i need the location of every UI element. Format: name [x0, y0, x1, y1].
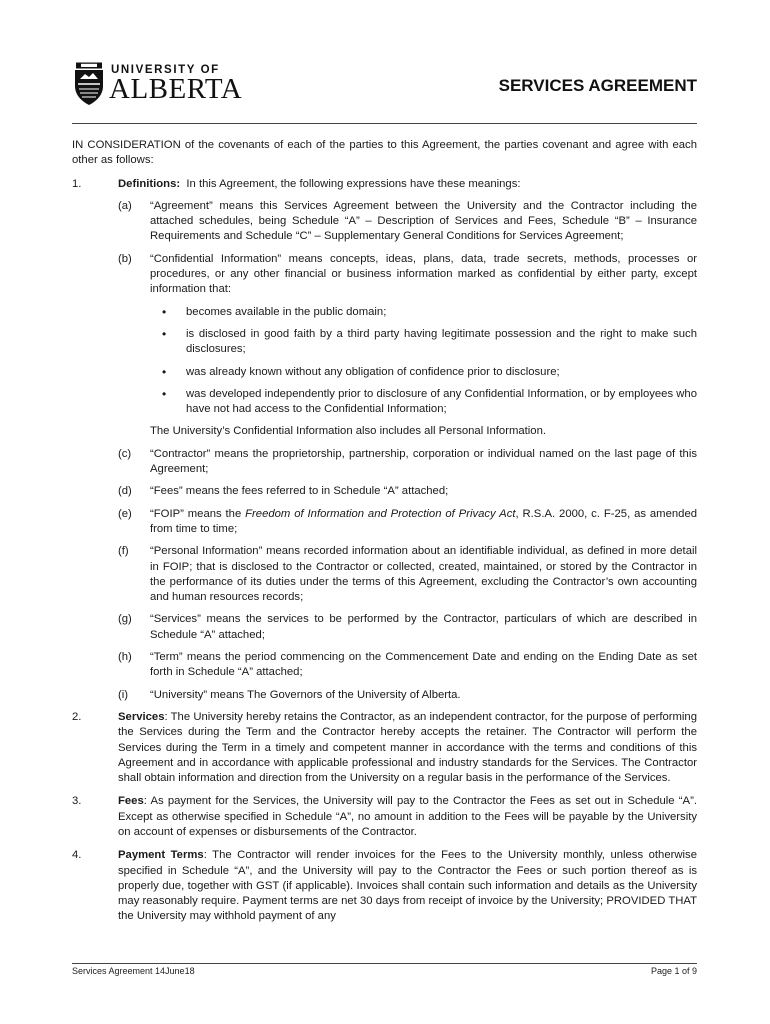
definition-item: [72, 507, 697, 538]
bullet-text: was already known without any obligation of confidence prior to disclosure;: [186, 365, 560, 378]
bullet-item: [150, 387, 697, 418]
definition-item: [72, 252, 697, 298]
definition-text: “Term” means the period commencing on the Commencement Date and ending on the Ending Date as set forth in Schedule “A” attached;: [150, 651, 697, 679]
header-divider: [72, 123, 697, 124]
definition-item: [72, 484, 697, 499]
section-4: [72, 848, 697, 924]
confidential-note: The University’s Confidential Information also includes all Personal Information.: [150, 425, 547, 438]
definition-text-post: , R.S.A. 2000, c. F-25, as amended from time to time;: [150, 507, 698, 535]
definition-label: (g): [118, 613, 132, 626]
definition-label: (a): [118, 199, 132, 212]
logo-university-of: UNIVERSITY OF: [111, 64, 220, 76]
definition-label: (e): [118, 507, 132, 520]
crest-icon: [73, 62, 105, 106]
section-heading: Payment Terms: [118, 849, 204, 862]
definition-label: (i): [118, 688, 129, 701]
section-number: 3.: [72, 795, 82, 808]
section-2: [72, 710, 697, 786]
section-number: 4.: [72, 849, 82, 862]
section-1: [72, 177, 697, 192]
bullet-text: was developed independently prior to disclosure of any Confidential Information, or by employees who have not had access to the Confidential Information;: [186, 387, 697, 416]
definition-label: (f): [118, 545, 129, 558]
bullet-icon: •: [162, 364, 167, 379]
definition-item: [72, 612, 697, 643]
definition-text: “Contractor” means the proprietorship, partnership, corporation or individual named on the last page of this Agreement;: [150, 447, 697, 476]
definition-label: (b): [118, 252, 132, 265]
definition-item: [72, 447, 697, 478]
bullet-icon: •: [162, 326, 167, 341]
section-heading: Services: [118, 710, 165, 723]
section-text: In this Agreement, the following expressions have these meanings:: [186, 177, 521, 190]
bullet-item: [150, 365, 697, 380]
definition-text: “University” means The Governors of the University of Alberta.: [150, 688, 461, 701]
footer-divider: [72, 963, 697, 964]
intro-paragraph: IN CONSIDERATION of the covenants of each of the parties to this Agreement, the parties covenant and agree with each other as follows:: [72, 139, 697, 167]
section-text: : As payment for the Services, the University will pay to the Contractor the Fees as set out in Schedule “A”. Except as otherwise specified in Schedule “A”, no amount in addition to the Fees will be payable by the University on account of expenses or disbursements of the Contractor.: [118, 795, 697, 838]
definition-label: (h): [118, 651, 132, 664]
definition-text: “Services” means the services to be performed by the Contractor, particulars of which are described in Schedule “A” attached;: [150, 613, 697, 641]
section-number: 1.: [72, 177, 82, 190]
bullet-icon: •: [162, 304, 167, 319]
section-text: : The Contractor will render invoices for the Fees to the University monthly, unless otherwise specified in Schedule “A”, and the University will pay to the Contractor the Fees or such portion thereof as is properly due, together with GST (if applicable). Invoices shall contain such information and details as the University may reasonably require. Payment terms are net 30 days from receipt of invoice by the University; PROVIDED THAT the University may withhold payment of any: [118, 849, 697, 923]
section-text: : The University hereby retains the Contractor, as an independent contractor, for the purpose of performing the Services during the Term and the Contractor hereby accepts the retainer. The Contractor will perform the Services during the Term in a timely and competent manner in accordance with the terms and conditions of this Agreement and in accordance with applicable professional and industry standards for the Services. The Contractor shall obtain information and direction from the University on a regular basis in the performance of the Services.: [118, 710, 697, 785]
document-title: SERVICES AGREEMENT: [498, 76, 697, 95]
section-3: [72, 794, 697, 840]
university-logo: [73, 62, 243, 108]
footer-page-number: Page 1 of 9: [650, 966, 697, 976]
section-heading: Fees: [118, 795, 144, 808]
definition-label: (d): [118, 485, 132, 498]
bullet-text: becomes available in the public domain;: [186, 305, 387, 318]
definition-item: [72, 650, 697, 681]
definition-text-pre: “FOIP” means the: [150, 507, 246, 520]
logo-alberta: ALBERTA: [109, 73, 243, 105]
bullet-item: [150, 305, 697, 320]
definition-text: “Fees” means the fees referred to in Schedule “A” attached;: [150, 485, 449, 498]
footer-document-id: Services Agreement 14June18: [72, 966, 195, 976]
definition-item: [72, 544, 697, 605]
act-title: Freedom of Information and Protection of Privacy Act: [245, 507, 516, 520]
definition-item: [72, 688, 697, 703]
definition-text: “Confidential Information” means concepts, ideas, plans, data, trade secrets, methods, processes or procedures, or any other financial or business information marked as confidential by either party, except information that:: [150, 252, 697, 296]
section-heading: Definitions:: [118, 177, 181, 190]
definition-text: [150, 507, 697, 538]
definition-label: (c): [118, 447, 132, 460]
definition-text: “Agreement” means this Services Agreement between the University and the Contractor including the attached schedules, being Schedule “A” – Description of Services and Fees, Schedule “B” – Insurance Requirements and Schedule “C” – Supplementary General Conditions for Services Agreement;: [150, 199, 697, 243]
definition-item: [72, 199, 697, 245]
bullet-icon: •: [162, 386, 167, 401]
bullet-text: is disclosed in good faith by a third party having legitimate possession and the right to make such disclosures;: [186, 327, 697, 356]
document-body: [72, 138, 697, 933]
section-number: 2.: [72, 710, 82, 723]
definition-text: “Personal Information” means recorded information about an identifiable individual, as defined in more detail in FOIP; that is disclosed to the Contractor or collected, created, maintained, or stored by the Contractor in the performance of its duties under the terms of this Agreement, excluding the Contractor’s own accounting and human resources records;: [150, 545, 697, 604]
bullet-item: [150, 327, 697, 358]
